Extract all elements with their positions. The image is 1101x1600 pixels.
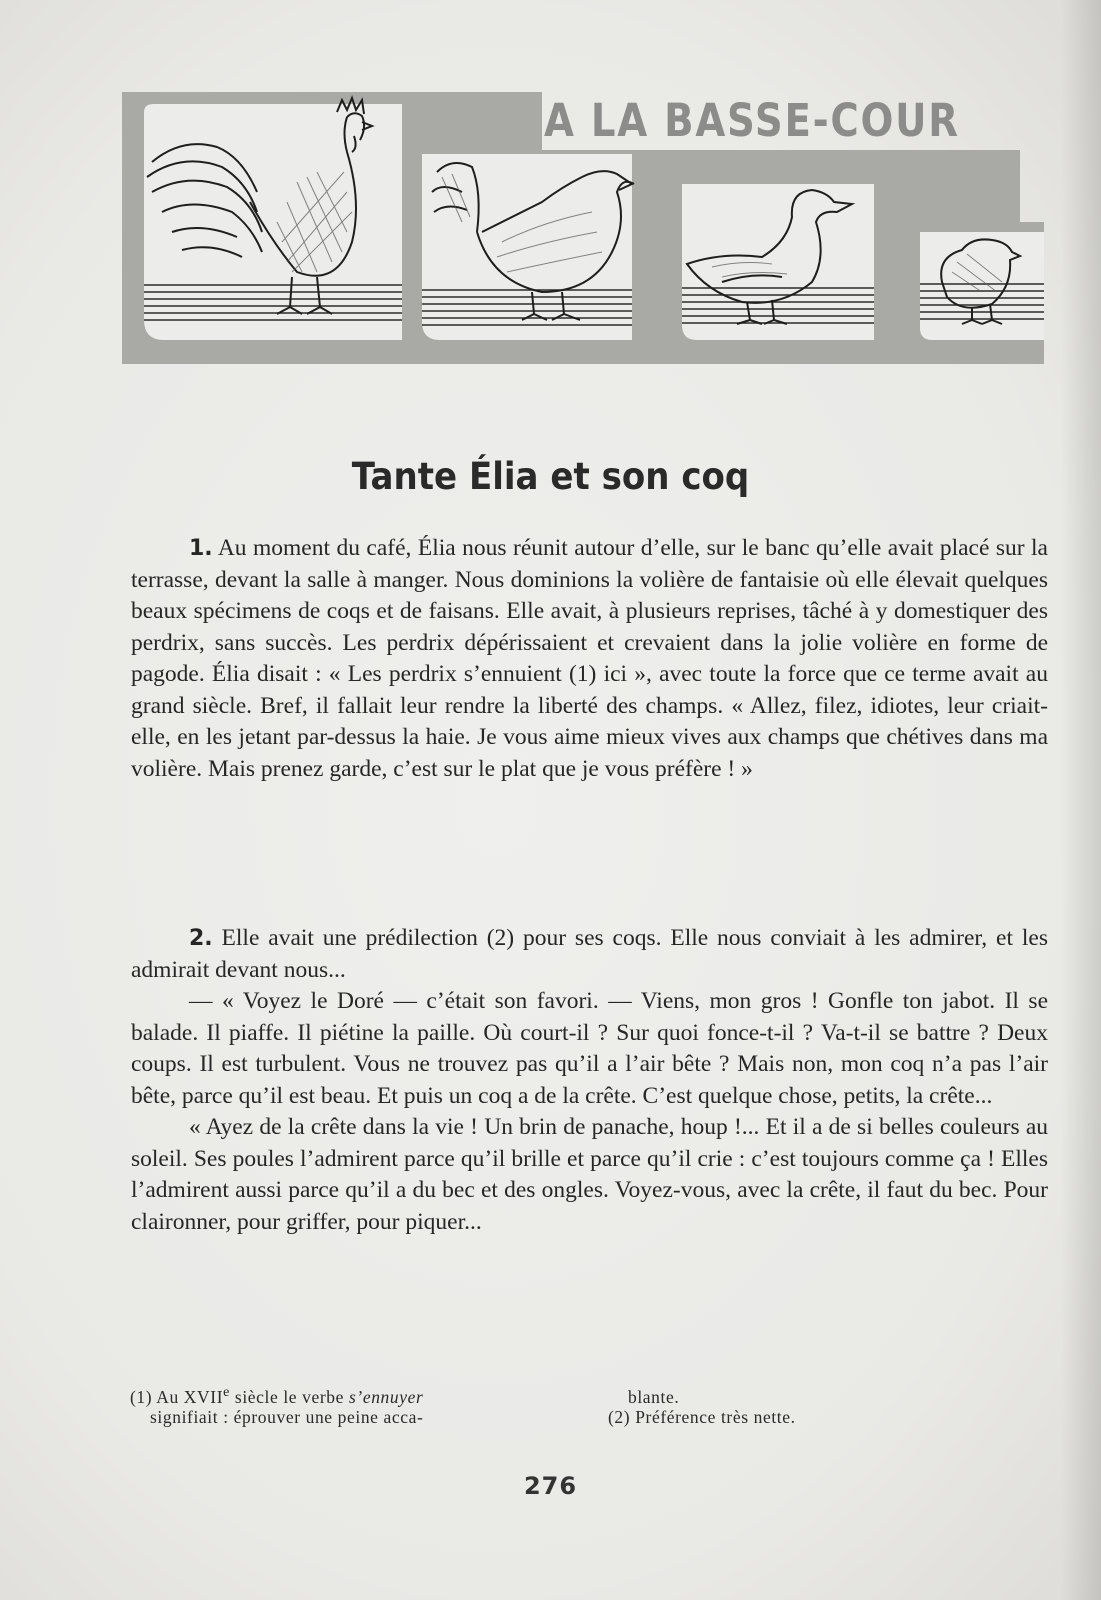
page-number: 276 [523,1472,578,1500]
footnote-ref: (1) [568,661,597,687]
footnote-marker: (1) [130,1387,153,1407]
section-1-paragraph [131,533,1048,785]
footnote-text: Au XVII [152,1387,224,1407]
chapter-title: A LA BASSE-COUR [544,94,960,147]
dialogue-paragraph: « Ayez de la crête dans la vie ! Un brin de panache, houp !... Et il a de si belles couleurs au soleil. Ses poules l’admirent parce qu’il brille et parce qu’il crie : c’est toujours comme ça ! Elles l’admirent aussi parce qu’il a du bec et des ongles. Voyez-vous, avec la crête, il faut du bec. Pour claironner, pour griffer, pour piquer... [131,1114,1048,1235]
rooster-illustration [144,98,402,340]
section-1 [131,533,1048,785]
section-2 [131,923,1048,1238]
footnote-continuation: blante. [628,1387,680,1407]
story-title: Tante Élia et son coq [351,455,750,498]
footnote-superscript: e [223,1385,230,1401]
dialogue-paragraph: — « Voyez le Doré — c’était son favori. — Viens, mon gros ! Gonfle ton jabot. Il se balade. Il piaffe. Il piétine la paille. Où court-il ? Sur quoi fonce-t-il ? Va-t-il se battre ? Deux coups. Il est turbulent. Vous ne trouvez pas qu’il a l’air bête ? Mais non, mon coq n’a pas l’air bête, parce qu’il est beau. Et puis un coq a de la crête. C’est quelque chose, petits, la crête... [131,988,1048,1109]
footnote-text: signifiait : éprouver une peine acca- [150,1407,424,1427]
footnote-text: siècle le verbe [229,1387,349,1407]
section-number: 1. [189,536,213,561]
paragraph-text: Au moment du café, Élia nous réunit autour d’elle, sur le banc qu’elle avait placé sur la terrasse, devant la salle à manger. Nous dominions la volière de fantaisie où elle élevait quelques beaux spécimens de coqs et de faisans. Elle avait, à plusieurs reprises, tâché à y domestiquer des perdrix, sans succès. Les perdrix dépérissaient et crevaient dans la jolie volière en forme de pagode. Élia disait : « Les perdrix s’ennuient [131,535,1048,687]
paragraph-text: ici », avec toute la force que ce terme avait au grand siècle. Bref, il fallait leur rendre la liberté des champs. « Allez, filez, idiotes, leur criait-elle, en les jetant par-dessus la haie. Je vous aime mieux vives aux champs que chétives dans ma volière. Mais prenez garde, c’est sur le plat que je vous préfère ! » [131,661,1048,782]
footnote-1 [130,1387,560,1427]
page-edge-shadow [1061,0,1101,1600]
footnote-2 [608,1387,908,1427]
footnote-italic-word: s’ennuyer [348,1387,424,1407]
chick-illustration [920,232,1044,340]
paragraph-text: Elle avait une prédilection [212,925,487,951]
footnote-marker: (2) [608,1407,631,1427]
footnote-text: Préférence très nette. [630,1407,796,1427]
hen-illustration [422,154,634,340]
footnote-ref: (2) [486,925,515,951]
duck-illustration [682,184,874,340]
paragraph-text: pour ses coqs. Elle nous conviait à les admirer, et les admirait devant nous... [131,925,1048,983]
section-number: 2. [189,926,213,951]
section-2-paragraph [131,923,1048,986]
